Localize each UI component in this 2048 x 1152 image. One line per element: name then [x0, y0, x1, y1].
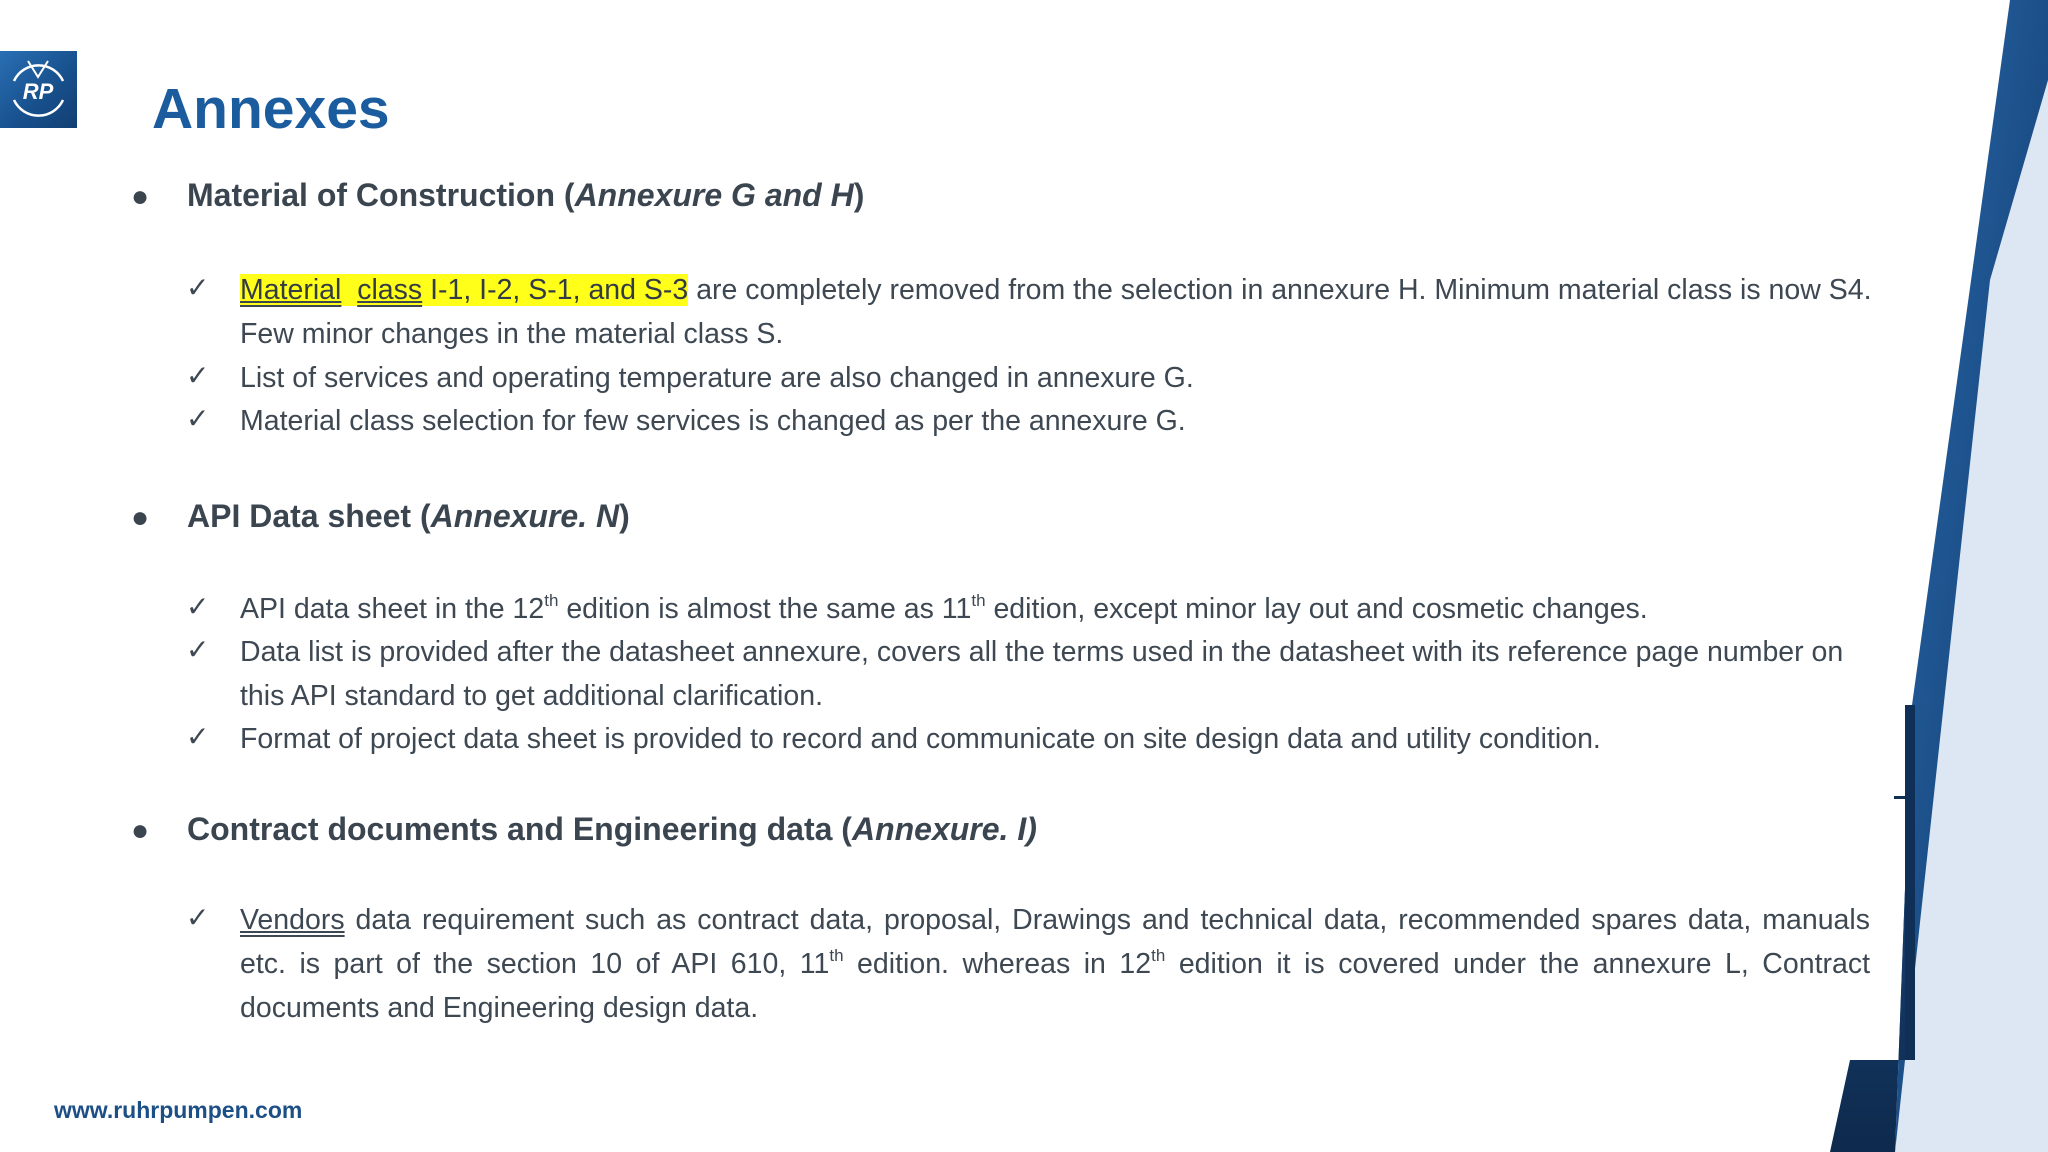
bullet-icon: ● [131, 814, 150, 847]
item-text: Format of project data sheet is provided to record and communicate on site design data and utility condition. [240, 723, 1601, 755]
item-text: Material class I-1, I-2, S-1, and S-3 are completely removed from the selection in annexure H. Minimum material class is now S4. Few minor changes in the material class S. [240, 274, 1872, 350]
item-text: Data list is provided after the datasheet annexure, covers all the terms used in the datasheet with its reference page number on this API standard to get additional clarification. [240, 636, 1844, 712]
section-heading-contract-documents: ● Contract documents and Engineering data (Annexure. I) [131, 809, 1037, 851]
bullet-icon: ● [131, 180, 150, 213]
checkmark-icon: ✓ [186, 721, 210, 752]
footer-website: www.ruhrpumpen.com [54, 1097, 303, 1123]
item-text: List of services and operating temperature are also changed in annexure G. [240, 362, 1194, 394]
checkmark-icon: ✓ [186, 902, 210, 933]
checkmark-icon: ✓ [186, 360, 210, 391]
page-title: Annexes [152, 77, 390, 141]
deco-dark-strip [1905, 705, 1915, 1060]
item-text: API data sheet in the 12th edition is almost the same as 11th edition, except minor lay out and cosmetic changes. [240, 591, 1648, 625]
item-text: Material class selection for few services is changed as per the annexure G. [240, 405, 1186, 437]
checkmark-icon: ✓ [186, 403, 210, 434]
checkmark-icon: ✓ [186, 634, 210, 665]
checkmark-icon: ✓ [186, 591, 210, 622]
section-heading-material: ● Material of Construction (Annexure G and H) [131, 175, 864, 217]
highlighted-text: Material class I-1, I-2, S-1, and S-3 [240, 274, 689, 306]
logo-text: RP [22, 79, 54, 104]
bullet-icon: ● [131, 501, 150, 534]
item-text: Vendors data requirement such as contract data, proposal, Drawings and technical data, recommended spares data, manuals etc. is part of the section 10 of API 610, 11th edition. whereas in 12th edition it is covered under the annexure L, Contract documents and Engineering design data. [240, 904, 1870, 1024]
deco-light-band [1895, 68, 2048, 1152]
section-heading-api-datasheet: ● API Data sheet (Annexure. N) [131, 496, 630, 538]
checkmark-icon: ✓ [186, 272, 210, 303]
